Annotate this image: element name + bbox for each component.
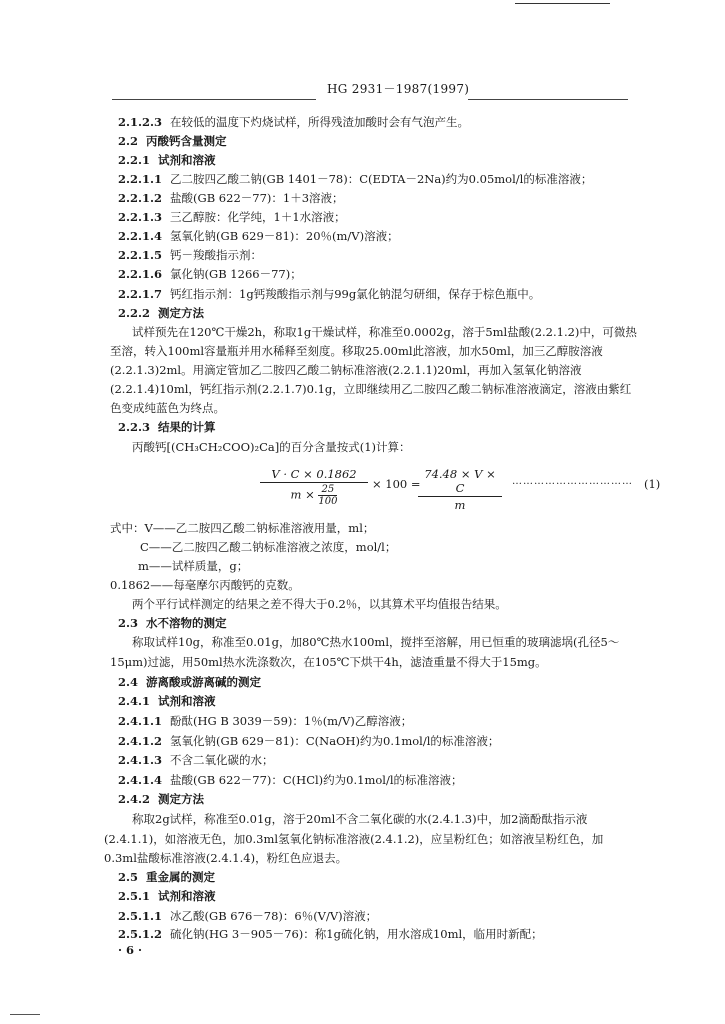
clause-text: 三乙醇胺：化学纯，1＋1水溶液；: [170, 210, 346, 224]
clause-text: 盐酸(GB 622－77)：C(HCl)约为0.1mol/l的标准溶液；: [170, 773, 463, 787]
clause-2-5-1-1: [118, 909, 377, 923]
clause-text: 乙二胺四乙酸二钠(GB 1401－78)：C(EDTA－2Na)约为0.05mol/l的标准溶液；: [170, 172, 593, 186]
standard-number: HG 2931－1987(1997): [327, 82, 470, 96]
clause-2-4-1-2: [118, 734, 499, 748]
clause-text: 氯化钠(GB 1266－77)；: [170, 267, 302, 281]
page-number: · 6 ·: [118, 943, 143, 957]
clause-2-5-1-2: [118, 927, 543, 941]
clause-text: 结果的计算: [158, 420, 216, 434]
where-v: 式中：V——乙二胺四乙酸二钠标准溶液用量，ml；: [110, 521, 375, 535]
clause-number: 2.2.1.1: [118, 172, 163, 186]
clause-text: 丙酸钙含量测定: [146, 134, 227, 148]
formula-numerator-right: 74.48 × V × C: [418, 467, 502, 497]
clause-text: 测定方法: [158, 306, 205, 320]
clause-text: 重金属的测定: [146, 870, 216, 884]
method-line-1: 试样预先在120℃干燥2h，称取1g干燥试样，称准至0.0002g，溶于5ml盐酸(2.2.1.2)中，可微热: [132, 325, 637, 339]
section-2-2-1-heading: [118, 153, 216, 167]
where-constant: 0.1862——每毫摩尔丙酸钙的克数。: [110, 578, 300, 592]
clause-text: 氢氧化钠(GB 629－81)：20％(m/V)溶液；: [170, 229, 399, 243]
ratio-bottom: 100: [318, 496, 338, 507]
clause-number: 2.5: [118, 870, 139, 884]
section-2-4-heading: [118, 675, 261, 689]
clause-number: 2.4.1.2: [118, 734, 163, 748]
clause-number: 2.5.1: [118, 889, 151, 903]
clause-text: 游离酸或游离碱的测定: [146, 675, 262, 689]
clause-text: 不含二氧化碳的水；: [170, 753, 274, 767]
clause-2-2-1-4: [118, 229, 399, 243]
where-c: C——乙二胺四乙酸二钠标准溶液之浓度，mol/l；: [140, 540, 397, 554]
clause-number: 2.4.1: [118, 694, 151, 708]
clause-number: 2.4.1.4: [118, 773, 163, 787]
clause-text: 试剂和溶液: [158, 889, 216, 903]
where-m: m——试样质量，g；: [138, 559, 249, 573]
clause-number: 2.2.1: [118, 153, 151, 167]
clause-text: 氢氧化钠(GB 629－81)：C(NaOH)约为0.1mol/l的标准溶液；: [170, 734, 500, 748]
clause-number: 2.2.1.4: [118, 229, 163, 243]
clause-number: 2.1.2.3: [118, 115, 163, 129]
section-2-4-1-heading: [118, 694, 216, 708]
formula-den-m: m ×: [290, 487, 315, 502]
clause-2-2-1-2: [118, 191, 344, 205]
parallel-rule: 两个平行试样测定的结果之差不得大于0.2％，以其算术平均值报告结果。: [132, 597, 507, 611]
section-2-5-heading: [118, 870, 215, 884]
section-2-4-2-heading: [118, 792, 204, 806]
insoluble-line-1: 称取试样10g，称准至0.01g，加80℃热水100ml，搅拌至溶解，用已恒重的玻璃滤埚(孔径5～: [132, 635, 620, 649]
clause-number: 2.4.2: [118, 792, 151, 806]
clause-2-1-2-3: [118, 115, 469, 129]
clause-number: 2.2.1.7: [118, 287, 163, 301]
calc-intro: 丙酸钙[(CH₃CH₂COO)₂Ca]的百分含量按式(1)计算：: [132, 440, 411, 454]
clause-2-2-1-3: [118, 210, 346, 224]
formula-denominator-left: [260, 483, 368, 507]
clause-number: 2.4: [118, 675, 139, 689]
clause-text: 冰乙酸(GB 676－78)：6％(V/V)溶液；: [170, 909, 378, 923]
acidity-line-2: (2.4.1.1)，如溶液无色，加0.3ml氢氧化钠标准溶液(2.4.1.2)，应呈粉红色；如溶液呈粉红色，加: [104, 832, 604, 846]
clause-2-2-1-5: [118, 248, 262, 262]
formula-leader-dots: ……………………………: [512, 476, 633, 487]
section-2-3-heading: [118, 616, 227, 630]
clause-2-4-1-3: [118, 753, 274, 767]
method-line-5: 色变成纯蓝色为终点。: [110, 401, 225, 415]
clause-number: 2.4.1.1: [118, 714, 163, 728]
clause-text: 试剂和溶液: [158, 694, 216, 708]
insoluble-line-2: 15μm)过滤，用50ml热水洗涤数次，在105℃下烘干4h，滤渣重量不得大于15mg。: [110, 655, 547, 669]
clause-number: 2.2.3: [118, 420, 151, 434]
clause-number: 2.2.1.3: [118, 210, 163, 224]
clause-number: 2.2.1.6: [118, 267, 163, 281]
section-2-2-heading: [118, 134, 227, 148]
ratio-top: 25: [318, 484, 337, 496]
clause-text: 试剂和溶液: [158, 153, 216, 167]
clause-2-4-1-1: [118, 714, 412, 728]
formula-times-100: × 100 =: [372, 477, 421, 491]
scan-corner-mark: [10, 1014, 40, 1015]
clause-number: 2.2.2: [118, 306, 151, 320]
clause-text: 酚酞(HG B 3039－59)：1％(m/V)乙醇溶液；: [170, 714, 413, 728]
clause-number: 2.4.1.3: [118, 753, 163, 767]
method-line-3: (2.2.1.3)2ml。用滴定管加乙二胺四乙酸二钠标准溶液(2.2.1.1)20ml，再加入氢氧化钠溶液: [110, 363, 582, 377]
formula-number: (1): [644, 477, 661, 491]
formula-1: [260, 463, 670, 513]
clause-2-2-1-6: [118, 267, 302, 281]
formula-numerator-left: V · C × 0.1862: [260, 467, 368, 483]
acidity-line-1: 称取2g试样，称准至0.01g，溶于20ml不含二氧化碳的水(2.4.1.3)中，加2滴酚酞指示液: [132, 812, 588, 826]
section-2-5-1-heading: [118, 889, 216, 903]
clause-text: 钙红指示剂：1g钙羧酸指示剂与99g氯化钠混匀研细，保存于棕色瓶中。: [170, 287, 541, 301]
clause-text: 在较低的温度下灼烧试样，所得残渣加酸时会有气泡产生。: [170, 115, 470, 129]
clause-number: 2.2.1.5: [118, 248, 163, 262]
acidity-line-3: 0.3ml盐酸标准溶液(2.4.1.4)，粉红色应退去。: [104, 851, 348, 865]
clause-number: 2.3: [118, 616, 139, 630]
method-line-4: (2.2.1.4)10ml，钙红指示剂(2.2.1.7)0.1g，立即继续用乙二胺四乙酸二钠标准溶液滴定，溶液由紫红: [110, 382, 632, 396]
clause-2-2-1-7: [118, 287, 540, 301]
clause-number: 2.5.1.2: [118, 927, 163, 941]
formula-fraction-right: [418, 467, 502, 512]
formula-ratio: [318, 484, 337, 507]
clause-number: 2.5.1.1: [118, 909, 163, 923]
method-line-2: 至溶，转入100ml容量瓶并用水稀释至刻度。移取25.00ml此溶液，加水50ml，加三乙醇胺溶液: [110, 344, 603, 358]
clause-text: 测定方法: [158, 792, 205, 806]
formula-denominator-right: m: [454, 498, 466, 512]
clause-text: 盐酸(GB 622－77)：1＋3溶液；: [170, 191, 344, 205]
clause-text: 钙－羧酸指示剂：: [170, 248, 263, 262]
formula-fraction-left: [260, 467, 368, 507]
clause-number: 2.2.1.2: [118, 191, 163, 205]
section-2-2-2-heading: [118, 306, 204, 320]
section-2-2-3-heading: [118, 420, 216, 434]
clause-2-4-1-4: [118, 773, 463, 787]
clause-2-2-1-1: [118, 172, 592, 186]
clause-number: 2.2: [118, 134, 139, 148]
clause-text: 硫化钠(HG 3－905－76)：称1g硫化钠，用水溶成10ml，临用时新配；: [170, 927, 543, 941]
clause-text: 水不溶物的测定: [146, 616, 227, 630]
